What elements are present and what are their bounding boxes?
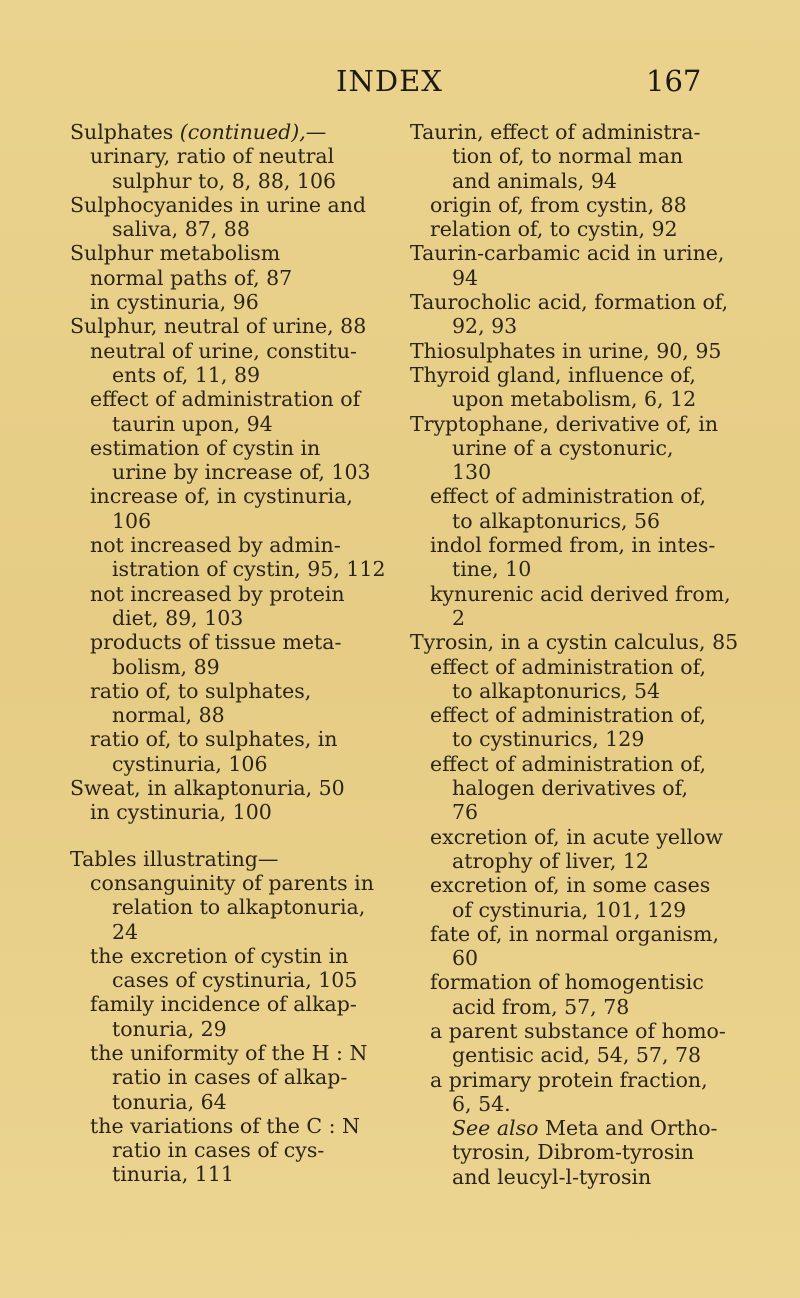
index-continuation: 2: [452, 605, 466, 630]
index-subentry: excretion of, in acute yellow: [430, 824, 723, 849]
index-subentry: a parent substance of homo-: [430, 1018, 726, 1043]
index-continuation: tine, 10: [452, 557, 532, 582]
index-subentry: excretion of, in some cases: [430, 873, 711, 898]
page-number: 167: [646, 64, 702, 98]
index-continuation: of cystinuria, 101, 129: [452, 897, 687, 922]
index-subentry: effect of administration of,: [430, 484, 706, 509]
index-subentry: a primary protein fraction,: [430, 1067, 708, 1092]
index-entry: Sulphur, neutral of urine, 88: [70, 314, 367, 339]
index-continuation: and animals, 94: [452, 168, 617, 193]
page-title: INDEX: [336, 64, 443, 98]
index-entry: Thiosulphates in urine, 90, 95: [410, 338, 722, 363]
index-subentry: family incidence of alkap-: [90, 992, 357, 1017]
index-continuation: tinuria, 111: [112, 1162, 234, 1187]
running-head: [0, 64, 800, 104]
index-continuation: and leucyl-l-tyrosin: [452, 1164, 652, 1189]
right-column: [410, 120, 740, 1189]
index-continuation: urine of a cystonuric,: [452, 435, 674, 460]
index-subentry: kynurenic acid derived from,: [430, 581, 731, 606]
index-entry: Taurocholic acid, formation of,: [410, 290, 729, 315]
index-subentry: the uniformity of the H : N: [90, 1040, 368, 1065]
index-continuation: 130: [452, 460, 492, 485]
index-subentry: fate of, in normal organism,: [430, 921, 720, 946]
index-continuation: 6, 54.: [452, 1091, 511, 1116]
index-entry: Tryptophane, derivative of, in: [410, 411, 719, 436]
section-gap: [70, 825, 390, 847]
index-subentry: estimation of cystin in: [90, 435, 321, 460]
index-continuation: 76: [452, 800, 479, 825]
index-continuation: bolism, 89: [112, 654, 220, 679]
index-subentry: the excretion of cystin in: [90, 943, 349, 968]
index-subentry: increase of, in cystinuria,: [90, 484, 353, 509]
index-entry: Sulphocyanides in urine and: [70, 192, 367, 217]
index-continuation: to cystinurics, 129: [452, 727, 645, 752]
index-entry: Taurin, effect of administra-: [410, 120, 701, 144]
continued-note: (continued),—: [179, 120, 327, 144]
index-subentry: products of tissue meta-: [90, 630, 342, 655]
index-continuation: ents of, 11, 89: [112, 362, 261, 387]
index-subentry: ratio of, to sulphates,: [90, 678, 312, 703]
index-continuation: gentisic acid, 54, 57, 78: [452, 1043, 702, 1068]
index-entry: Tyrosin, in a cystin calculus, 85: [410, 630, 739, 655]
index-continuation: diet, 89, 103: [112, 605, 244, 630]
index-continuation: upon metabolism, 6, 12: [452, 387, 697, 412]
index-continuation: 24: [112, 919, 139, 944]
index-continuation: tion of, to normal man: [452, 144, 684, 169]
index-continuation: 60: [452, 946, 479, 971]
index-subentry: effect of administration of,: [430, 703, 706, 728]
index-entry: Taurin-carbamic acid in urine,: [410, 241, 725, 266]
index-subentry: indol formed from, in intes-: [430, 533, 716, 558]
index-continuation: 94: [452, 265, 479, 290]
index-subentry: relation of, to cystin, 92: [430, 217, 678, 242]
index-subentry: formation of homogentisic: [430, 970, 704, 995]
index-continuation: taurin upon, 94: [112, 411, 273, 436]
index-subentry: in cystinuria, 100: [90, 800, 272, 825]
index-entry: Thyroid gland, influence of,: [410, 362, 696, 387]
index-entry: Sulphur metabolism: [70, 241, 281, 266]
index-subentry: effect of administration of,: [430, 751, 706, 776]
index-continuation: to alkaptonurics, 54: [452, 678, 661, 703]
index-continuation: atrophy of liver, 12: [452, 848, 649, 873]
index-subentry: effect of administration of,: [430, 654, 706, 679]
index-entry: Tables illustrating—: [70, 846, 279, 871]
index-continuation: normal, 88: [112, 703, 225, 728]
index-subentry: urinary, ratio of neutral: [90, 144, 335, 169]
index-subentry: origin of, from cystin, 88: [430, 192, 687, 217]
index-subentry: in cystinuria, 96: [90, 290, 259, 315]
see-also-label: See also: [452, 1116, 539, 1141]
index-continuation: urine by increase of, 103: [112, 460, 371, 485]
index-subentry: normal paths of, 87: [90, 265, 293, 290]
index-continuation: sulphur to, 8, 88, 106: [112, 168, 337, 193]
index-continuation: cases of cystinuria, 105: [112, 968, 358, 993]
index-continuation: tyrosin, Dibrom-tyrosin: [452, 1140, 695, 1165]
index-subentry: ratio of, to sulphates, in: [90, 727, 338, 752]
index-subentry: effect of administration of: [90, 387, 361, 412]
index-continuation: ratio in cases of alkap-: [112, 1065, 348, 1090]
index-continuation: 92, 93: [452, 314, 518, 339]
index-continuation: cystinuria, 106: [112, 751, 268, 776]
index-continuation: tonuria, 64: [112, 1089, 227, 1114]
index-subentry: neutral of urine, constitu-: [90, 338, 357, 363]
index-subentry: the variations of the C : N: [90, 1113, 360, 1138]
index-continuation: istration of cystin, 95, 112: [112, 557, 386, 582]
see-also-entry: See also Meta and Ortho-: [452, 1116, 718, 1141]
index-subentry: not increased by admin-: [90, 533, 341, 558]
index-continuation: ratio in cases of cys-: [112, 1138, 325, 1163]
index-entry: Sulphates (continued),—: [70, 120, 327, 144]
left-column: [70, 120, 390, 1187]
index-subentry: not increased by protein: [90, 581, 345, 606]
index-subentry: consanguinity of parents in: [90, 870, 374, 895]
index-continuation: saliva, 87, 88: [112, 217, 250, 242]
index-continuation: acid from, 57, 78: [452, 994, 630, 1019]
index-continuation: to alkaptonurics, 56: [452, 508, 661, 533]
index-continuation: relation to alkaptonuria,: [112, 895, 366, 920]
index-entry: Sweat, in alkaptonuria, 50: [70, 776, 345, 801]
index-continuation: halogen derivatives of,: [452, 776, 688, 801]
index-continuation: tonuria, 29: [112, 1016, 227, 1041]
index-continuation: 106: [112, 508, 152, 533]
